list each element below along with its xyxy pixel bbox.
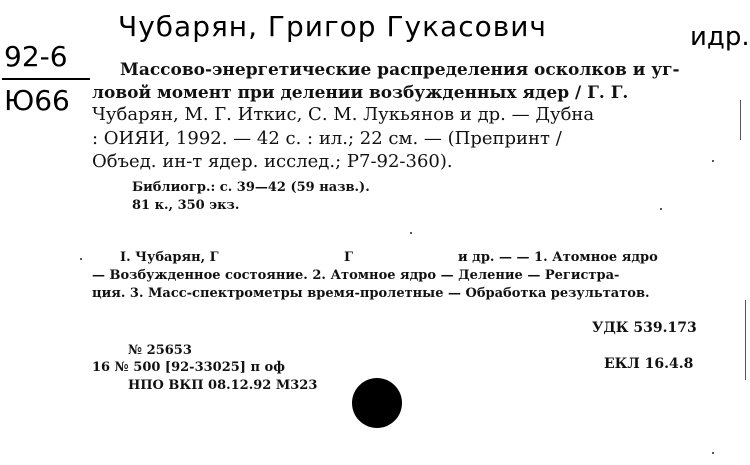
handwritten-code: идр. — [690, 22, 750, 52]
description-line-2: ловой момент при делении возбужденных ядер / Г. Г. — [92, 83, 629, 103]
handwritten-author: Чубарян, Григор Гукасович — [118, 10, 547, 43]
subject-line-1-initial: Г — [344, 250, 353, 265]
shelf-mark-bottom: Ю66 — [4, 84, 70, 117]
description-line-5: Объед. ин-т ядер. исслед.; Р7-92-360). — [92, 151, 453, 172]
subject-line-1-author: I. Чубарян, Г — [120, 250, 219, 265]
order-info: 16 № 500 [92-33025] п оф — [92, 360, 285, 375]
shelf-mark-top: 92-6 — [4, 40, 68, 73]
ekl-code: ЕКЛ 16.4.8 — [604, 356, 694, 372]
subject-line-1-rest: и др. — — 1. Атомное ядро — [458, 250, 658, 265]
shelf-mark-divider — [2, 78, 90, 80]
speck — [712, 452, 714, 454]
publisher-stamp: НПО ВКП 08.12.92 М323 — [128, 378, 318, 393]
circulation-note: 81 к., 350 экз. — [132, 198, 240, 213]
bibliography-note: Библиогр.: с. 39—42 (59 назв.). — [132, 180, 370, 195]
speck — [660, 208, 662, 210]
speck — [80, 258, 82, 260]
edge-mark — [745, 300, 746, 380]
udc-code: УДК 539.173 — [592, 320, 697, 336]
description-line-1: Массово-энергетические распределения осколков и уг- — [120, 60, 680, 80]
subject-line-2: — Возбужденное состояние. 2. Атомное ядро — Деление — Регистра- — [92, 268, 620, 283]
card-number: № 25653 — [128, 343, 192, 358]
speck — [410, 232, 412, 234]
subject-line-3: ция. 3. Масс-спектрометры время-пролетные — Обработка результатов. — [92, 286, 650, 301]
description-line-3: Чубарян, М. Г. Иткис, С. М. Лукьянов и др. — Дубна — [92, 104, 595, 125]
edge-mark — [740, 100, 741, 140]
speck — [712, 160, 714, 162]
punch-hole — [352, 378, 402, 428]
description-line-4: : ОИЯИ, 1992. — 42 с. : ил.; 22 см. — (Препринт / — [92, 128, 562, 149]
